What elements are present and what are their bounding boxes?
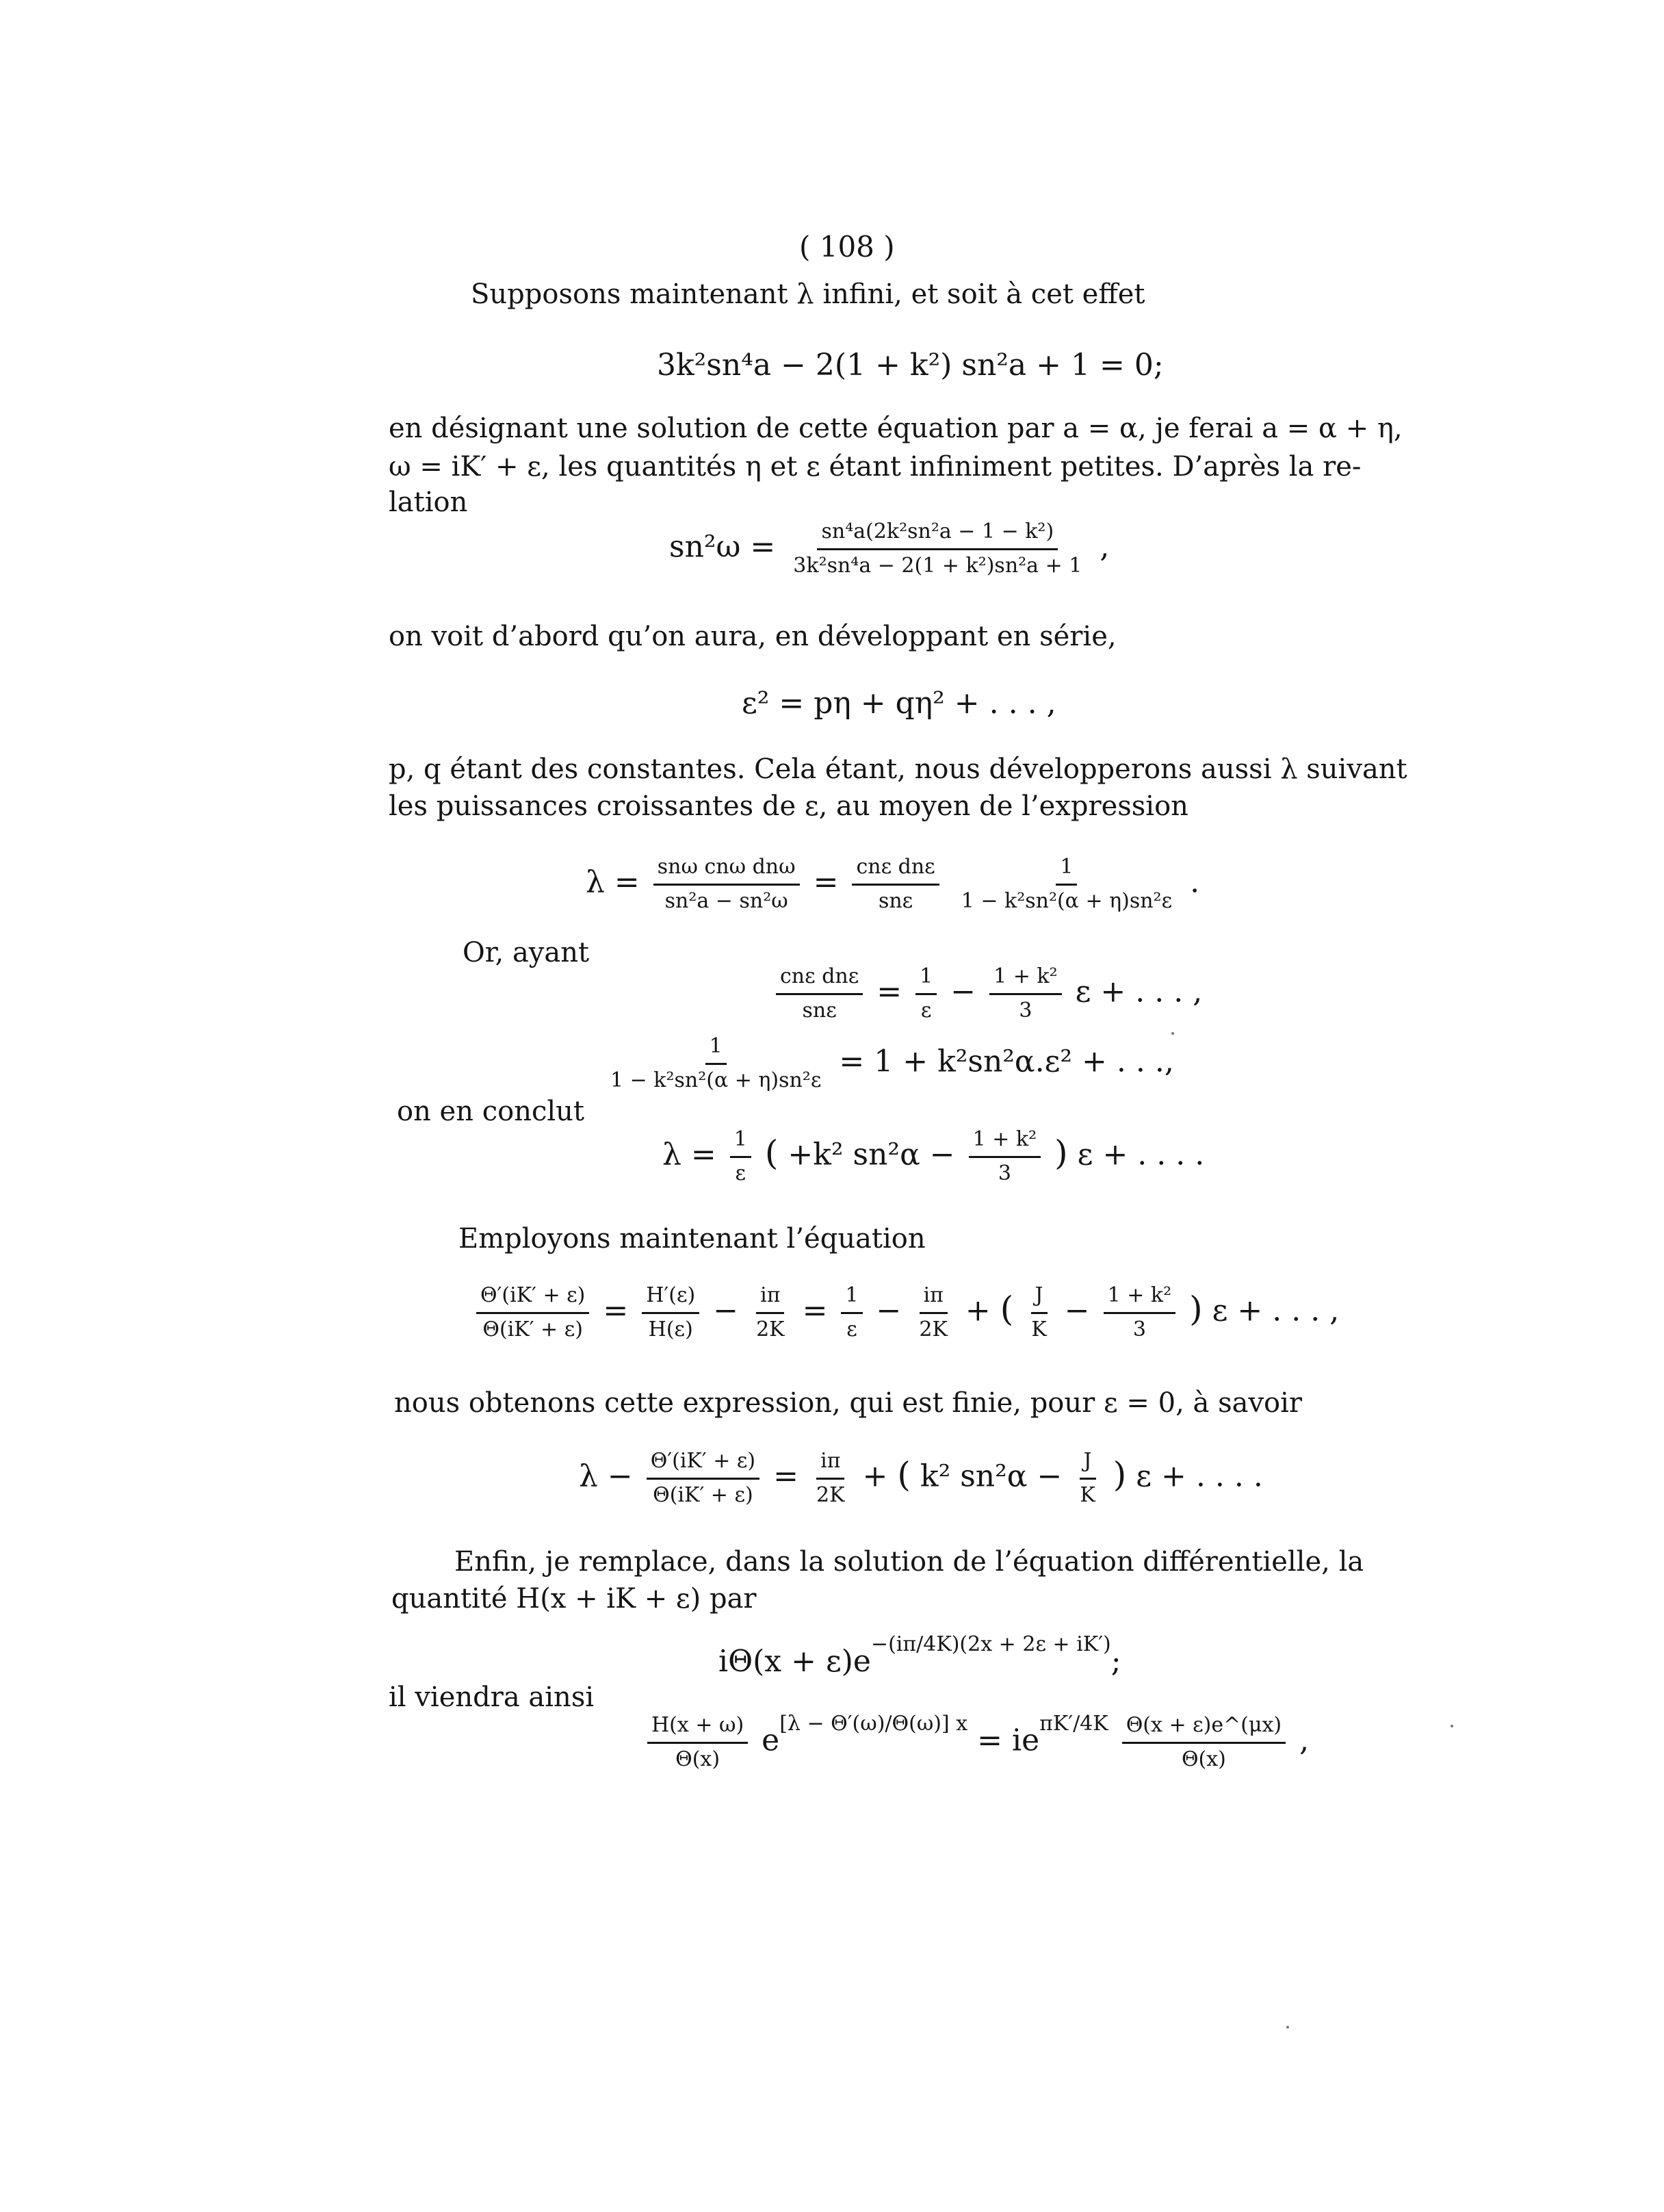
eq8-equals-a: = <box>603 1293 629 1328</box>
eq8-fraction-7 <box>1104 1284 1176 1341</box>
eq5-equals: = <box>876 974 902 1009</box>
eq4-f3-numerator: 1 <box>1056 856 1077 886</box>
eq8-fraction-2 <box>642 1284 699 1341</box>
eq11-tail: , <box>1299 1723 1310 1758</box>
eq6-numerator: 1 <box>705 1035 727 1065</box>
eq11-f2-numerator: Θ(x + ε)e^(μx) <box>1122 1714 1286 1744</box>
eq8-f3-numerator: iπ <box>756 1284 784 1314</box>
eq8-f5-denominator: 2K <box>919 1317 948 1341</box>
equation-2 <box>669 520 1109 578</box>
eq4-equals: = <box>813 864 839 900</box>
paragraph-4-line-2: les puissances croissantes de ε, au moyen de l’expression <box>389 790 1188 822</box>
eq11-fraction-1 <box>647 1714 748 1771</box>
eq7-open-paren: ( <box>764 1133 779 1173</box>
or-ayant: Or, ayant <box>463 937 590 968</box>
eq8-plus: + <box>965 1293 991 1328</box>
on-en-conclut: on en conclut <box>397 1096 584 1127</box>
paragraph-5: Employons maintenant l’équation <box>458 1223 926 1255</box>
eq5-minus: − <box>950 974 976 1009</box>
eq11-f2-denominator: Θ(x) <box>1181 1747 1226 1771</box>
eq8-f6-denominator: K <box>1031 1317 1047 1341</box>
eq7-f1-denominator: ε <box>735 1161 746 1185</box>
eq7-f2-denominator: 3 <box>998 1161 1011 1185</box>
eq4-fraction-2 <box>852 856 939 913</box>
eq8-f5-numerator: iπ <box>920 1284 948 1314</box>
paragraph-2-line-3: lation <box>389 487 468 518</box>
eq4-tail: . <box>1190 864 1200 900</box>
paragraph-1: Supposons maintenant λ infini, et soit à cet effet <box>471 279 1145 310</box>
eq11-f1-numerator: H(x + ω) <box>647 1714 748 1744</box>
scan-speck <box>1171 1032 1174 1035</box>
eq8-f1-denominator: Θ(iK′ + ε) <box>482 1317 583 1341</box>
eq7-fraction-2 <box>969 1128 1041 1185</box>
eq8-f7-denominator: 3 <box>1132 1317 1146 1341</box>
eq8-open-paren: ( <box>1000 1289 1014 1329</box>
eq7-tail: ε + . . . . <box>1077 1137 1205 1172</box>
eq8-f3-denominator: 2K <box>756 1317 785 1341</box>
eq8-f2-denominator: H(ε) <box>648 1317 693 1341</box>
eq7-fraction-1 <box>730 1128 751 1185</box>
eq9-plus: + <box>862 1458 888 1494</box>
eq11-coefficient: ie <box>1012 1723 1040 1758</box>
eq8-equals-b: = <box>802 1293 828 1328</box>
eq9-fraction-1 <box>647 1450 759 1507</box>
paragraph-2-line-2: ω = iK′ + ε, les quantités η et ε étant infiniment petites. D’après la re- <box>389 451 1362 483</box>
paragraph-3: on voit d’abord qu’on aura, en développant en série, <box>389 621 1117 652</box>
il-viendra-ainsi: il viendra ainsi <box>389 1682 595 1713</box>
eq2-denominator: 3k²sn⁴a − 2(1 + k²)sn²a + 1 <box>793 553 1082 578</box>
eq9-f3-numerator: J <box>1080 1450 1096 1480</box>
eq9-open-paren: ( <box>897 1454 911 1495</box>
eq8-fraction-3 <box>752 1284 789 1341</box>
eq6-rhs: = 1 + k²sn²α.ε² + . . ., <box>839 1044 1174 1079</box>
eq5-f1-denominator: snε <box>802 998 837 1023</box>
eq4-f3-denominator: 1 − k²sn²(α + η)sn²ε <box>961 888 1173 913</box>
equation-7 <box>662 1128 1204 1185</box>
eq8-minus-c: − <box>1064 1293 1090 1328</box>
eq4-f2-denominator: snε <box>878 888 913 913</box>
eq11-fraction-2 <box>1122 1714 1286 1771</box>
eq5-fraction-3 <box>989 965 1062 1023</box>
eq4-f1-numerator: snω cnω dnω <box>653 856 800 886</box>
eq8-tail: ε + . . . , <box>1212 1293 1340 1328</box>
eq5-f3-numerator: 1 + k² <box>989 965 1062 995</box>
eq9-f1-numerator: Θ′(iK′ + ε) <box>647 1450 759 1480</box>
eq6-fraction <box>606 1035 825 1092</box>
eq7-f1-numerator: 1 <box>730 1128 751 1158</box>
eq11-equals: = <box>977 1723 1003 1758</box>
eq8-f7-numerator: 1 + k² <box>1104 1284 1176 1314</box>
page-number: ( 108 ) <box>799 230 895 263</box>
eq5-tail: ε + . . . , <box>1075 974 1203 1009</box>
paragraph-6: nous obtenons cette expression, qui est finie, pour ε = 0, à savoir <box>394 1387 1303 1419</box>
eq4-f2-numerator: cnε dnε <box>852 856 939 886</box>
eq9-close-paren: ) <box>1113 1454 1127 1495</box>
eq9-lhs: λ − <box>579 1458 633 1494</box>
equation-6 <box>602 1035 1174 1092</box>
paragraph-7-line-2: quantité H(x + iK + ε) par <box>391 1583 757 1615</box>
eq7-f2-numerator: 1 + k² <box>969 1128 1041 1158</box>
eq8-f4-denominator: ε <box>846 1317 857 1341</box>
eq6-denominator: 1 − k²sn²(α + η)sn²ε <box>610 1068 822 1092</box>
equation-4 <box>586 856 1199 913</box>
eq5-fraction-2 <box>915 965 937 1023</box>
eq9-tail: ε + . . . . <box>1136 1458 1263 1494</box>
eq9-middle: k² sn²α − <box>920 1458 1063 1494</box>
eq8-fraction-4 <box>841 1284 862 1341</box>
equation-9 <box>579 1450 1263 1507</box>
eq9-fraction-3 <box>1076 1450 1099 1507</box>
eq4-f1-denominator: sn²a − sn²ω <box>664 888 788 913</box>
eq8-f6-numerator: J <box>1031 1284 1048 1314</box>
eq9-f2-denominator: 2K <box>816 1482 845 1507</box>
eq2-tail: , <box>1100 529 1110 565</box>
eq8-fraction-1 <box>476 1284 589 1341</box>
eq9-f1-denominator: Θ(iK′ + ε) <box>653 1482 753 1507</box>
equation-11 <box>643 1711 1310 1771</box>
eq5-f2-denominator: ε <box>920 998 932 1023</box>
eq11-coef-exponent: πK′/4K <box>1039 1711 1108 1736</box>
eq10-base: iΘ(x + ε)e <box>718 1644 871 1679</box>
eq8-minus-a: − <box>713 1293 739 1328</box>
eq9-equals: = <box>773 1458 799 1494</box>
eq9-f2-numerator: iπ <box>816 1450 844 1480</box>
eq4-lhs: λ = <box>586 864 640 900</box>
eq2-numerator: sn⁴a(2k²sn²a − 1 − k²) <box>817 520 1058 550</box>
eq2-lhs: sn²ω = <box>669 529 776 565</box>
equation-1: 3k²sn⁴a − 2(1 + k²) sn²a + 1 = 0; <box>657 348 1164 383</box>
eq10-exponent: −(iπ/4K)(2x + 2ε + iK′) <box>870 1632 1111 1656</box>
eq9-fraction-2 <box>812 1450 849 1507</box>
eq4-fraction-1 <box>653 856 800 913</box>
paragraph-7-line-1: Enfin, je remplace, dans la solution de l’équation différentielle, la <box>454 1546 1364 1578</box>
eq8-close-paren: ) <box>1189 1289 1203 1329</box>
eq10-tail: ; <box>1110 1644 1121 1679</box>
paragraph-2-line-1: en désignant une solution de cette équation par a = α, je ferai a = α + η, <box>389 413 1403 444</box>
eq8-f1-numerator: Θ′(iK′ + ε) <box>476 1284 589 1314</box>
eq8-fraction-6 <box>1027 1284 1050 1341</box>
scan-speck <box>1451 1725 1453 1727</box>
eq8-fraction-5 <box>915 1284 952 1341</box>
eq7-close-paren: ) <box>1054 1133 1068 1173</box>
eq11-exponent: [λ − Θ′(ω)/Θ(ω)] x <box>779 1711 968 1736</box>
equation-8 <box>472 1284 1339 1341</box>
scan-speck <box>1286 2026 1289 2029</box>
eq8-f4-numerator: 1 <box>841 1284 862 1314</box>
eq5-f2-numerator: 1 <box>915 965 937 995</box>
eq8-f2-numerator: H′(ε) <box>642 1284 699 1314</box>
eq5-f1-numerator: cnε dnε <box>776 965 863 995</box>
eq7-lhs: λ = <box>662 1137 716 1172</box>
equation-3: ε² = pη + qη² + . . . , <box>742 686 1056 721</box>
equation-5 <box>772 965 1202 1023</box>
eq8-minus-b: − <box>876 1293 902 1328</box>
eq9-f3-denominator: K <box>1080 1482 1095 1507</box>
eq5-fraction-1 <box>776 965 863 1023</box>
eq7-middle: +k² sn²α − <box>788 1137 955 1172</box>
eq5-f3-denominator: 3 <box>1019 998 1032 1023</box>
eq4-fraction-3 <box>957 856 1176 913</box>
paragraph-4-line-1: p, q étant des constantes. Cela étant, nous développerons aussi λ suivant <box>389 754 1407 785</box>
eq11-e: e <box>762 1723 780 1758</box>
eq11-f1-denominator: Θ(x) <box>675 1747 720 1771</box>
eq2-fraction <box>789 520 1086 578</box>
